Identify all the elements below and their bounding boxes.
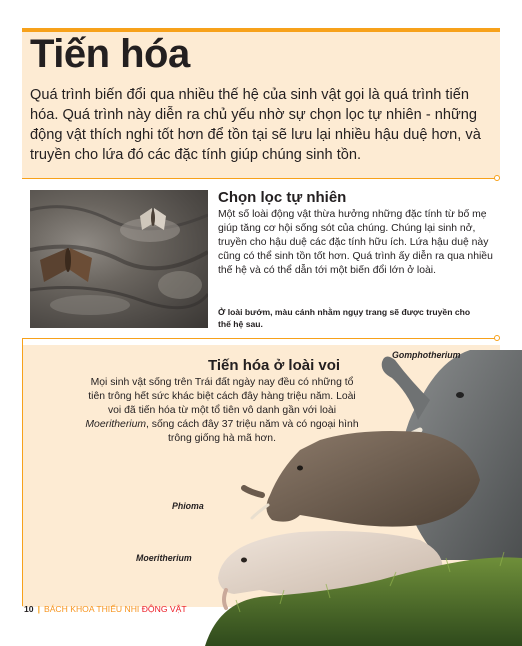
elephant-evolution-heading: Tiến hóa ở loài voi	[208, 357, 341, 374]
elephant-evolution-paragraph: Mọi sinh vật sống trên Trái đất ngày nay đều có những tổ tiên trông hết sức khác biệt cách đây hàng triệu năm. Loài voi đã tiến hóa từ một tổ tiên vô danh gần với loài Moeritherium, sống cách đây 37 triệu năm và có ngoại hình trông giống hà mã hơn.	[85, 377, 359, 444]
natural-selection-heading: Chọn lọc tự nhiên	[218, 189, 347, 206]
moeritherium-label: Moeritherium	[136, 553, 192, 563]
butterfly-caption: Ở loài bướm, màu cánh nhằm ngụy trang sẽ được truyền cho thế hệ sau.	[218, 307, 471, 329]
phioma-label: Phioma	[172, 501, 204, 511]
intro-paragraph: Quá trình biến đổi qua nhiều thế hệ của sinh vật gọi là quá trình tiến hóa. Quá trình này diễn ra chủ yếu nhờ sự chọn lọc tự nhiên - những động vật thích nghi tốt hơn để tồn tại sẽ lưu lại nhiều hậu duệ hơn, và truyền cho lứa đó các đặc tính giúp chúng sinh tồn.	[30, 87, 481, 163]
page-title: Tiến hóa	[30, 32, 190, 76]
gomphotherium-label: Gomphotherium	[392, 350, 461, 360]
natural-selection-paragraph: Một số loài động vật thừa hưởng những đặc tính từ bố mẹ giúp tăng cơ hội sống sót của chúng. Chúng lại sinh nở, truyền cho hậu duệ các đặc tính hữu ích. Lứa hậu duệ này cũng có thể sinh tồn tốt hơn. Quá trình ấy diễn ra qua nhiều thế hệ và có thể dẫn tới một biến đổi lớn ở loài.	[218, 209, 493, 276]
page-footer	[24, 603, 187, 615]
footer-separator: |	[37, 604, 40, 614]
volume-subject: ĐỘNG VẬT	[141, 604, 187, 614]
page-number: 10	[24, 604, 34, 614]
series-name: BÁCH KHOA THIẾU NHI	[43, 604, 140, 614]
